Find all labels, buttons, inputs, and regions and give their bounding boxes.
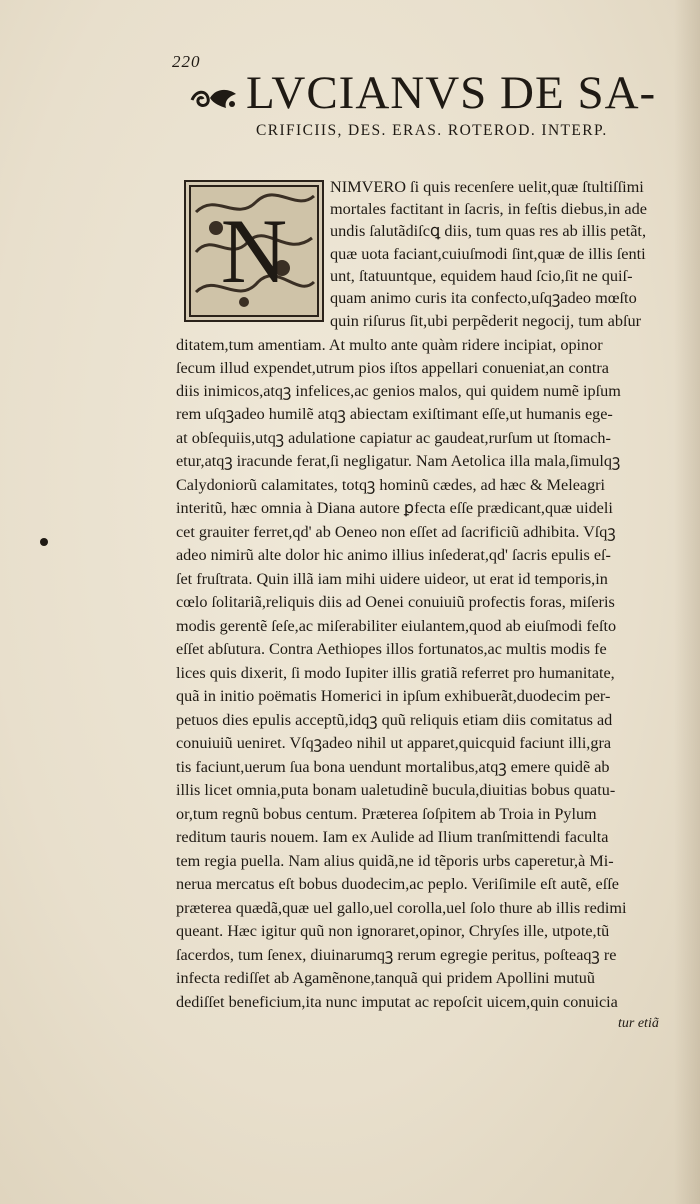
text-line: infecta rediſſet ab Agamẽnone,tanquã qui pridem Apollini mutuũ	[176, 969, 595, 987]
text-line: reditum tauris nouem. Iam ex Aulide ad Ilium tranſmittendi faculta	[176, 828, 609, 846]
decorated-initial	[184, 180, 324, 322]
text-line: modis gerentẽ ſeſe,ac miſerabiliter eiulantem,quod ab eiuſmodi feſto	[176, 617, 617, 635]
text-line: quæ uota faciant,cuiuſmodi ſint,quæ de illis ſenti	[330, 244, 646, 263]
text-line: præterea quædã,quæ uel gallo,uel corolla,uel ſolo thure ab illis redimi	[176, 899, 627, 917]
running-title-line-1: LVCIANVS DE SA-	[246, 67, 657, 119]
text-line: ſet fruſtrata. Quin illã iam mihi uidere uideor, ut erat id temporis,in	[176, 570, 608, 588]
svg-text:N: N	[220, 200, 288, 302]
text-line: eſſet abſutura. Contra Aethiopes illos fortunatos,ac multis modis fe	[176, 640, 607, 658]
text-line: or,tum regnũ bobus centum. Præterea ſoſpitem ab Troia in Pylum	[176, 805, 597, 823]
text-line: etur,atqꝫ iracunde ferat,ſi negligatur. Nam Aetolica illa mala,ſimulqꝫ	[176, 452, 621, 470]
text-line: undis ſalutãdiſcꝗ diis, tum quas res ab illis petãt,	[330, 221, 647, 240]
text-line: cet grauiter ferret,qd' ab Oeneo non eſſet ad ſacrificiũ adhibita. Vſqꝫ	[176, 523, 616, 541]
text-line: nerua mercatus eſt bobus duodecim,ac peplo. Veriſimile eſt autẽ, eſſe	[176, 875, 619, 893]
catchword: tur etiã	[618, 1016, 659, 1031]
text-line: quã in initio poëmatis Homerici in ipſum exhibuerãt,duodecim per-	[176, 687, 611, 705]
text-line: quin riſurus ſit,ubi perpẽderit negocij, tum abſur	[330, 311, 642, 330]
text-line: dediſſet beneficium,ita nunc imputat ac repoſcit uicem,quin conuicia	[176, 993, 618, 1011]
text-line: illis licet omnia,puta bonam ualetudinẽ bucula,diuitias bobus quatu-	[176, 781, 616, 799]
text-line: NIMVERO ſi quis recenſere uelit,quæ ſtultiſſimi	[330, 177, 644, 196]
text-line: adeo nimirũ alte dolor hic animo illius inſederat,qd' ſacris epulis eſ-	[176, 546, 611, 564]
text-line: Calydoniorũ calamitates, totqꝫ hominũ cædes, ad hæc & Meleagri	[176, 476, 606, 494]
text-line: at obſequiis,utqꝫ adulatione capiatur ac gaudeat,rurſum ut ſtomach-	[176, 429, 611, 447]
text-line: unt, ſtatuuntque, equidem haud ſcio,ſit ne quiſ-	[330, 266, 633, 285]
text-line: queant. Hæc igitur quũ non ignoraret,opinor, Chryſes ille, utpote,tũ	[176, 922, 610, 940]
text-line: conuiuiũ ueniret. Vſqꝫadeo nihil ut apparet,quicquid faciunt illi,gra	[176, 734, 612, 752]
fleuron-ornament-icon	[188, 84, 240, 114]
text-line: lices quis dixerit, ſi modo Iupiter illis gratiã referret pro humanitate,	[176, 664, 615, 682]
text-line: quam animo curis ita confecto,uſqꝫadeo mœſto	[330, 288, 637, 307]
text-line: diis inimicos,atqꝫ infelices,ac genios malos, qui quidem numẽ ipſum	[176, 382, 621, 400]
page-gutter-shadow	[674, 0, 700, 1204]
text-line: interitũ, hæc omnia à Diana autore ꝑfecta eſſe prædicant,quæ uideli	[176, 499, 613, 517]
text-line: tem regia puella. Nam alius quidã,ne id tẽporis urbs caperetur,à Mi-	[176, 852, 614, 870]
foliate-initial-n-icon	[186, 182, 322, 320]
text-line: mortales factitant in ſacris, in feſtis diebus,in ade	[330, 199, 647, 218]
text-line: petuos dies epulis acceptũ,idqꝫ quũ reliquis etiam diis comitatus ad	[176, 711, 613, 729]
page-number: 220	[172, 52, 201, 71]
margin-ink-spot	[40, 538, 48, 546]
text-line: rem uſqꝫadeo humilẽ atqꝫ abiectam exiſtimant eſſe,ut humanis ege-	[176, 405, 613, 423]
running-title-line-2: CRIFICIIS, DES. ERAS. ROTEROD. INTERP.	[256, 122, 608, 139]
text-line: ſacerdos, tum ſenex, diuinarumqꝫ rerum egregie peritus, poſteaqꝫ re	[176, 946, 617, 964]
text-line: ſecum illud expendet,utrum pios iſtos appellari conueniat,an contra	[176, 359, 609, 377]
text-line: ditatem,tum amentiam. At multo ante quàm ridere incipiat, opinor	[176, 336, 603, 354]
text-line: cœlo ſolitariã,reliquis diis ad Oenei conuiuiũ profectis foras, miſeris	[176, 593, 615, 611]
text-line: tis faciunt,uerum ſua bona uendunt mortalibus,atqꝫ emere quidẽ ab	[176, 758, 610, 776]
